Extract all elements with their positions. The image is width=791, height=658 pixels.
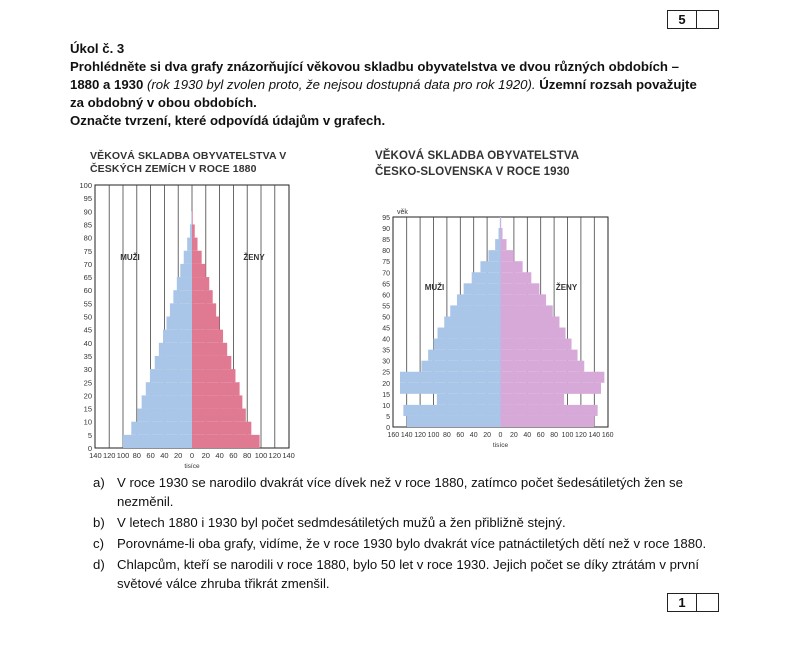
option-letter: d) <box>93 557 105 572</box>
bar-female <box>501 405 598 416</box>
series-label-male: MUŽI <box>424 283 445 292</box>
bar-male <box>472 272 501 283</box>
y-tick-label: 5 <box>87 430 92 440</box>
y-tick-label: 90 <box>83 207 92 217</box>
bar-female <box>192 211 193 224</box>
y-tick-label: 75 <box>382 259 390 267</box>
bar-female <box>501 272 532 283</box>
x-tick-label: 160 <box>387 432 400 439</box>
bar-female <box>501 339 572 350</box>
y-tick-label: 95 <box>382 215 390 222</box>
bar-male <box>488 250 500 261</box>
x-tick-label: 20 <box>510 432 518 439</box>
score-blank <box>697 11 718 28</box>
option-text: V letech 1880 i 1930 byl počet sedmdesátiletých mužů a žen přibližně stejný. <box>117 515 566 530</box>
bar-male <box>403 405 500 416</box>
bar-female <box>192 277 209 290</box>
y-tick-label: 50 <box>83 312 92 322</box>
bar-female <box>501 261 523 272</box>
x-tick-label: 80 <box>132 451 141 460</box>
bar-male <box>184 251 192 264</box>
bar-female <box>501 283 540 294</box>
option-text: Porovnáme-li oba grafy, vidíme, že v roce 1930 bylo dvakrát více patnáctiletých dětí než v roce 1880. <box>117 536 707 551</box>
y-tick-label: 0 <box>386 425 390 432</box>
x-tick-label: 100 <box>254 451 268 460</box>
series-label-female: ŽENY <box>243 253 265 262</box>
bar-male <box>170 303 192 316</box>
y-tick-label: 35 <box>83 351 92 361</box>
x-tick-label: 20 <box>483 432 491 439</box>
bar-male <box>187 238 192 251</box>
x-tick-label: 100 <box>116 451 130 460</box>
bar-female <box>192 395 242 408</box>
task-instruction: Označte tvrzení, které odpovídá údajům v grafech. <box>70 113 386 128</box>
y-tick-label: 60 <box>83 286 92 296</box>
x-axis-label: tisíce <box>492 442 509 449</box>
bar-male <box>444 316 500 327</box>
bar-female <box>192 435 260 448</box>
x-tick-label: 140 <box>89 451 102 460</box>
y-tick-label: 55 <box>83 299 92 309</box>
bar-female <box>192 317 220 330</box>
bar-male <box>480 261 500 272</box>
option-c[interactable] <box>93 534 733 553</box>
x-tick-label: 140 <box>400 432 413 439</box>
bar-male <box>400 372 501 383</box>
x-tick-label: 60 <box>536 432 545 439</box>
bar-male <box>155 356 192 369</box>
bar-male <box>166 317 192 330</box>
bar-female <box>501 294 547 305</box>
bar-female <box>501 316 560 327</box>
x-tick-label: 40 <box>469 432 478 439</box>
option-a[interactable] <box>93 473 733 511</box>
y-tick-label: 20 <box>382 380 390 388</box>
y-tick-label: 45 <box>83 325 92 335</box>
score-blank <box>697 594 718 611</box>
bar-female <box>192 303 216 316</box>
y-tick-label: 65 <box>382 281 390 289</box>
y-tick-label: 100 <box>79 181 92 190</box>
x-tick-label: 80 <box>443 432 451 439</box>
y-tick-label: 30 <box>382 358 390 366</box>
bar-male <box>177 277 192 290</box>
task-text <box>70 40 710 130</box>
y-tick-label: 70 <box>83 259 92 269</box>
bar-female <box>192 356 231 369</box>
y-tick-label: 15 <box>382 391 390 399</box>
bar-female <box>501 228 503 239</box>
y-tick-label: 45 <box>382 325 390 333</box>
bar-female <box>192 422 251 435</box>
x-tick-label: 100 <box>561 432 574 439</box>
x-tick-label: 120 <box>268 451 282 460</box>
x-tick-label: 60 <box>456 432 465 439</box>
bar-female <box>192 290 213 303</box>
bar-female <box>501 217 502 228</box>
bar-male <box>123 435 192 448</box>
y-tick-label: 40 <box>83 338 92 348</box>
bar-male <box>191 211 192 224</box>
bar-female <box>192 251 202 264</box>
y-tick-label: 10 <box>83 417 92 427</box>
bar-male <box>190 224 192 237</box>
x-tick-label: 40 <box>523 432 532 439</box>
bar-male <box>457 294 501 305</box>
chart-1880 <box>70 180 305 470</box>
bar-female <box>192 264 206 277</box>
answer-options <box>93 473 733 595</box>
bar-male <box>428 350 500 361</box>
x-tick-label: 60 <box>146 451 155 460</box>
y-tick-label: 35 <box>382 347 390 355</box>
bar-female <box>501 250 514 261</box>
option-d[interactable] <box>93 555 733 593</box>
bar-female <box>501 328 566 339</box>
score-number: 1 <box>668 594 697 611</box>
bar-male <box>437 394 501 405</box>
y-tick-label: 80 <box>83 233 92 243</box>
bar-male <box>131 422 192 435</box>
y-tick-label: 25 <box>83 378 92 388</box>
bar-female <box>501 372 605 383</box>
task-intro-bold: Prohlédněte si dva grafy znázorňující věkovou skladbu obyvatelstva ve dvou různých obdobích – 1880 a 1930 <box>70 59 679 92</box>
chart-1880-title: VĚKOVÁ SKLADBA OBYVATELSTVA V ČESKÝCH ZEMÍCH V ROCE 1880 <box>90 150 287 175</box>
y-tick-label: 5 <box>386 413 390 421</box>
bar-male <box>498 228 500 239</box>
y-tick-label: 95 <box>83 194 92 204</box>
y-tick-label: 70 <box>382 270 390 278</box>
x-tick-label: 20 <box>201 451 210 460</box>
x-tick-label: 0 <box>498 432 503 439</box>
y-tick-label: 90 <box>382 226 390 234</box>
bar-male <box>137 409 192 422</box>
bar-male <box>400 383 501 394</box>
bar-male <box>464 283 501 294</box>
x-tick-label: 100 <box>427 432 440 439</box>
y-tick-label: 40 <box>382 336 390 344</box>
bar-female <box>192 343 227 356</box>
y-tick-label: 10 <box>382 402 390 410</box>
bar-male <box>180 264 192 277</box>
x-tick-label: 40 <box>160 451 169 460</box>
x-tick-label: 140 <box>282 451 295 460</box>
bar-male <box>434 339 501 350</box>
score-box-top <box>667 10 719 29</box>
task-note: (rok 1930 byl zvolen proto, že nejsou dostupná data pro rok 1920). <box>147 77 536 92</box>
bar-female <box>192 369 235 382</box>
x-axis-label: tisíce <box>184 463 200 470</box>
bar-female <box>501 350 578 361</box>
y-tick-label: 60 <box>382 292 390 300</box>
task-title: Úkol č. 3 <box>70 41 125 56</box>
bar-female <box>501 361 585 372</box>
x-tick-label: 120 <box>575 432 587 439</box>
bar-female <box>501 305 553 316</box>
y-tick-label: 20 <box>83 391 92 401</box>
x-tick-label: 80 <box>243 451 252 460</box>
x-tick-label: 120 <box>414 432 426 439</box>
option-letter: b) <box>93 515 105 530</box>
y-tick-label: 50 <box>382 314 390 322</box>
option-letter: c) <box>93 536 104 551</box>
y-axis-label: věk <box>397 209 408 216</box>
chart-1930 <box>365 195 620 460</box>
bar-male <box>421 361 500 372</box>
y-tick-label: 85 <box>382 237 390 245</box>
option-text: Chlapcům, kteří se narodili v roce 1880, bylo 50 let v roce 1930. Jejich počet se díky ztrátám v první světové válce zhruba třikrát zmenšil. <box>117 557 699 591</box>
bar-male <box>407 416 501 427</box>
bar-female <box>192 238 198 251</box>
bar-female <box>192 409 246 422</box>
chart-1930-title: VĚKOVÁ SKLADBA OBYVATELSTVA ČESKO-SLOVENSKA V ROCE 1930 <box>375 150 579 178</box>
bar-female <box>192 224 195 237</box>
bar-male <box>173 290 192 303</box>
y-tick-label: 15 <box>83 404 92 414</box>
x-tick-label: 60 <box>229 451 238 460</box>
bar-male <box>142 395 192 408</box>
bar-male <box>438 328 501 339</box>
bar-male <box>495 239 500 250</box>
series-label-male: MUŽI <box>120 253 140 262</box>
y-tick-label: 85 <box>83 220 92 230</box>
x-tick-label: 160 <box>601 432 614 439</box>
bar-male <box>159 343 192 356</box>
series-label-female: ŽENY <box>555 283 578 292</box>
x-tick-label: 120 <box>102 451 116 460</box>
score-number: 5 <box>668 11 697 28</box>
bar-male <box>500 217 501 228</box>
y-tick-label: 30 <box>83 365 92 375</box>
bar-male <box>450 305 500 316</box>
bar-female <box>501 383 602 394</box>
bar-female <box>501 239 507 250</box>
y-tick-label: 75 <box>83 246 92 256</box>
bar-female <box>501 416 595 427</box>
bar-male <box>146 382 192 395</box>
bar-male <box>150 369 192 382</box>
option-letter: a) <box>93 475 105 490</box>
score-box-bottom <box>667 593 719 612</box>
y-tick-label: 25 <box>382 369 390 377</box>
y-tick-label: 0 <box>87 444 92 453</box>
x-tick-label: 140 <box>588 432 601 439</box>
option-text: V roce 1930 se narodilo dvakrát více dívek než v roce 1880, zatímco počet šedesátiletých žen se nezměnil. <box>117 475 683 509</box>
y-tick-label: 80 <box>382 248 390 256</box>
x-tick-label: 0 <box>189 451 195 460</box>
bar-female <box>501 394 565 405</box>
bar-male <box>163 330 192 343</box>
y-tick-label: 65 <box>83 273 92 283</box>
bar-female <box>192 382 240 395</box>
task-intro <box>70 58 710 112</box>
x-tick-label: 40 <box>215 451 224 460</box>
x-tick-label: 80 <box>550 432 558 439</box>
y-tick-label: 55 <box>382 303 390 311</box>
option-b[interactable] <box>93 513 733 532</box>
bar-female <box>192 330 223 343</box>
x-tick-label: 20 <box>174 451 183 460</box>
task-intro-bold-2: Územní rozsah považujte za obdobný v obou obdobích. <box>70 77 697 110</box>
